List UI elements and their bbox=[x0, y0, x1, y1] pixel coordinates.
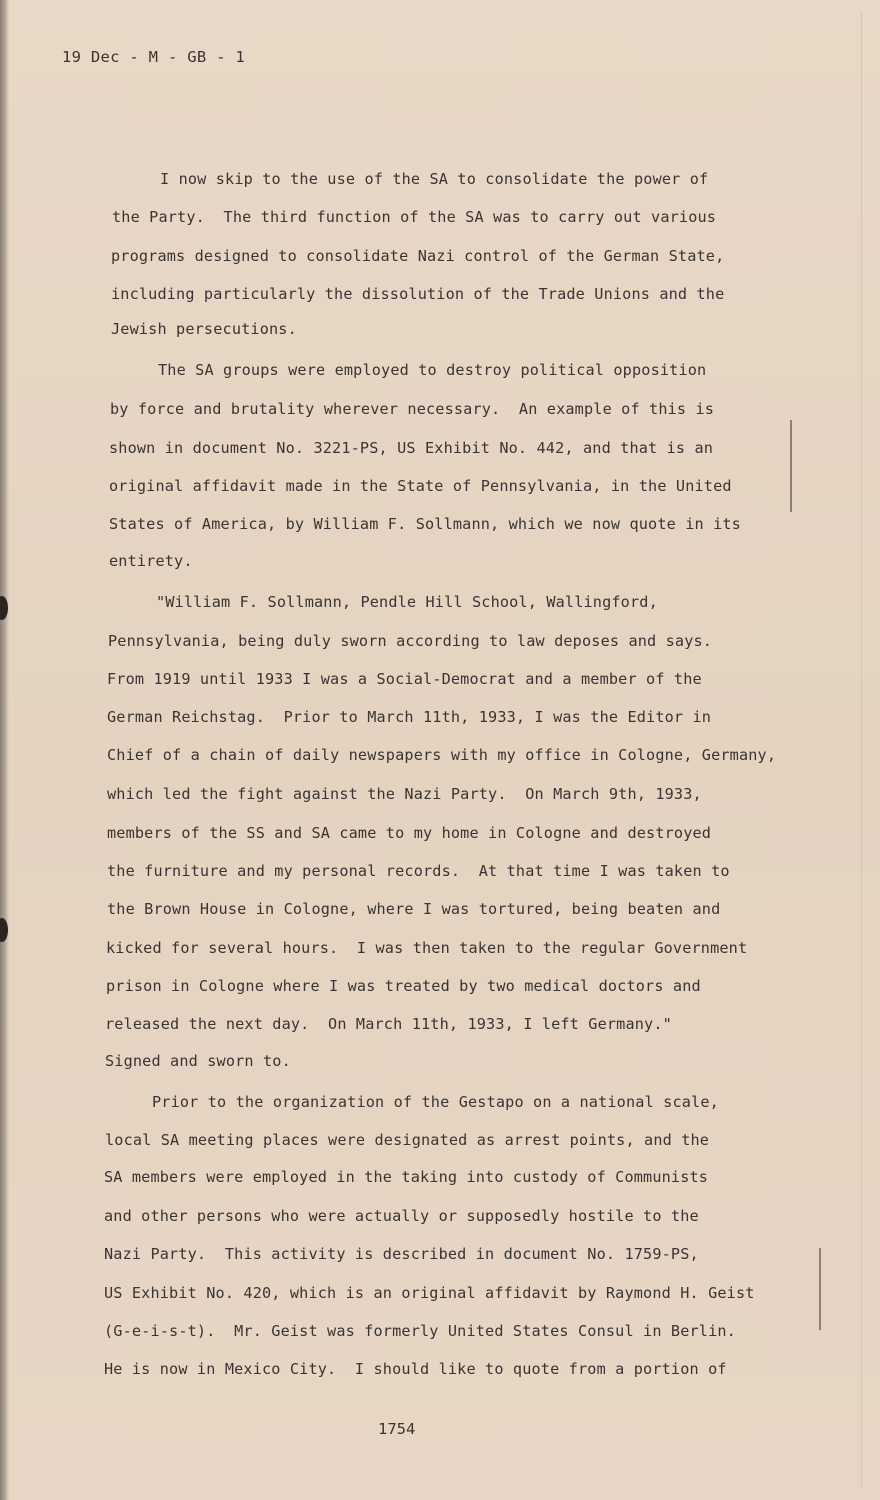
text-line: I now skip to the use of the SA to consolidate the power of bbox=[160, 170, 709, 188]
text-line: the Brown House in Cologne, where I was tortured, being beaten and bbox=[107, 900, 721, 918]
text-line: Nazi Party. This activity is described in document No. 1759-PS, bbox=[104, 1245, 699, 1263]
margin-mark bbox=[819, 1248, 821, 1330]
text-line: kicked for several hours. I was then taken to the regular Government bbox=[106, 939, 748, 957]
text-line: Pennsylvania, being duly sworn according to law deposes and says. bbox=[108, 632, 713, 650]
text-line: the Party. The third function of the SA was to carry out various bbox=[112, 208, 717, 226]
text-line: members of the SS and SA came to my home in Cologne and destroyed bbox=[107, 824, 712, 842]
paper-edge bbox=[0, 0, 9, 1500]
text-line: US Exhibit No. 420, which is an original affidavit by Raymond H. Geist bbox=[104, 1284, 755, 1302]
page-number: 1754 bbox=[378, 1420, 416, 1438]
text-line: Signed and sworn to. bbox=[105, 1052, 291, 1070]
text-line: From 1919 until 1933 I was a Social-Democrat and a member of the bbox=[107, 670, 702, 688]
text-line: by force and brutality wherever necessary. An example of this is bbox=[110, 400, 715, 418]
text-line: States of America, by William F. Sollmann, which we now quote in its bbox=[109, 515, 741, 533]
text-line: released the next day. On March 11th, 1933, I left Germany." bbox=[105, 1015, 672, 1033]
text-line: prison in Cologne where I was treated by two medical doctors and bbox=[106, 977, 701, 995]
text-line: shown in document No. 3221-PS, US Exhibit No. 442, and that is an bbox=[109, 439, 714, 457]
text-line: original affidavit made in the State of Pennsylvania, in the United bbox=[109, 477, 732, 495]
paper-fold-line bbox=[861, 12, 862, 1488]
text-line: programs designed to consolidate Nazi control of the German State, bbox=[111, 247, 725, 265]
text-line: including particularly the dissolution of the Trade Unions and the bbox=[111, 285, 725, 303]
text-line: and other persons who were actually or supposedly hostile to the bbox=[104, 1207, 699, 1225]
text-line: Chief of a chain of daily newspapers with my office in Cologne, Germany, bbox=[107, 746, 777, 764]
text-line: "William F. Sollmann, Pendle Hill School, Wallingford, bbox=[156, 593, 658, 611]
document-header: 19 Dec - M - GB - 1 bbox=[62, 48, 246, 66]
text-line: SA members were employed in the taking into custody of Communists bbox=[104, 1168, 709, 1186]
text-line: which led the fight against the Nazi Party. On March 9th, 1933, bbox=[107, 785, 702, 803]
text-line: The SA groups were employed to destroy political opposition bbox=[158, 361, 707, 379]
margin-mark bbox=[790, 420, 792, 512]
text-line: Prior to the organization of the Gestapo on a national scale, bbox=[152, 1093, 719, 1111]
text-line: German Reichstag. Prior to March 11th, 1933, I was the Editor in bbox=[107, 708, 712, 726]
text-line: Jewish persecutions. bbox=[111, 320, 297, 338]
text-line: the furniture and my personal records. At that time I was taken to bbox=[107, 862, 730, 880]
text-line: local SA meeting places were designated as arrest points, and the bbox=[105, 1131, 710, 1149]
text-line: entirety. bbox=[109, 552, 193, 570]
text-line: (G-e-i-s-t). Mr. Geist was formerly United States Consul in Berlin. bbox=[104, 1322, 736, 1340]
text-line: He is now in Mexico City. I should like to quote from a portion of bbox=[104, 1360, 727, 1378]
